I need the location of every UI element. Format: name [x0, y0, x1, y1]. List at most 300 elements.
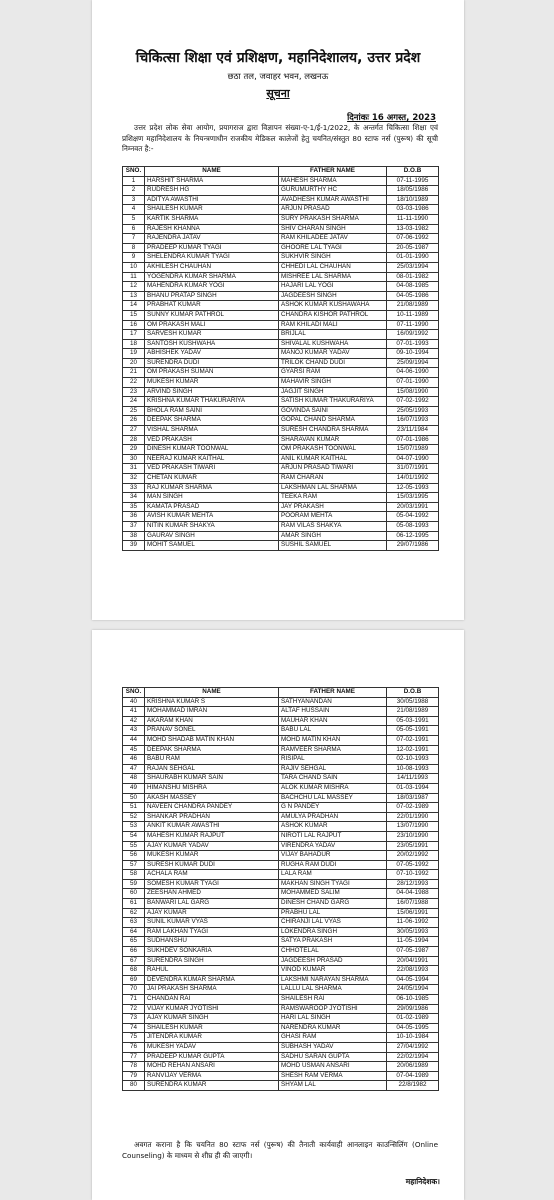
cell-sno: 56	[123, 851, 145, 861]
table-row	[123, 783, 439, 793]
cell-father-name: LAKSHMAN LAL SHARMA	[279, 483, 387, 493]
cell-name: NEERAJ KUMAR KAITHAL	[145, 454, 279, 464]
cell-father-name: BABU LAL	[279, 726, 387, 736]
cell-name: RAM LAKHAN TYAGI	[145, 927, 279, 937]
cell-father-name: CHANDRA KISHOR PATHROL	[279, 310, 387, 320]
table-row	[123, 1071, 439, 1081]
cell-sno: 23	[123, 387, 145, 397]
table-header-row	[123, 688, 439, 698]
cell-dob: 24/05/1994	[387, 985, 439, 995]
cell-sno: 59	[123, 879, 145, 889]
cell-dob: 10-11-1989	[387, 310, 439, 320]
cell-sno: 32	[123, 474, 145, 484]
cell-name: NITIN KUMAR SHAKYA	[145, 521, 279, 531]
cell-father-name: NARENDRA KUMAR	[279, 1023, 387, 1033]
cell-dob: 10-08-1993	[387, 764, 439, 774]
table-row	[123, 301, 439, 311]
cell-father-name: ALTAF HUSSAIN	[279, 707, 387, 717]
cell-father-name: MAHESH SHARMA	[279, 176, 387, 186]
table-row	[123, 454, 439, 464]
cell-father-name: ARJUN PRASAD TIWARI	[279, 464, 387, 474]
table-row	[123, 707, 439, 717]
cell-dob: 25/03/1994	[387, 262, 439, 272]
cell-name: AJAY KUMAR SINGH	[145, 1014, 279, 1024]
cell-sno: 13	[123, 291, 145, 301]
cell-name: PRADEEP KUMAR GUPTA	[145, 1052, 279, 1062]
cell-name: MUKESH KUMAR	[145, 851, 279, 861]
cell-name: KAMATA PRASAD	[145, 502, 279, 512]
cell-dob: 07-02-1989	[387, 803, 439, 813]
cell-sno: 35	[123, 502, 145, 512]
cell-name: JITENDRA KUMAR	[145, 1033, 279, 1043]
cell-dob: 07-11-1995	[387, 176, 439, 186]
cell-sno: 4	[123, 205, 145, 215]
cell-father-name: MOHD USMAN ANSARI	[279, 1062, 387, 1072]
office-title: चिकित्सा शिक्षा एवं प्रशिक्षण, महानिदेशालय, उत्तर प्रदेश	[135, 50, 421, 66]
header-dob: D.O.B	[387, 688, 439, 698]
cell-dob: 16/09/1992	[387, 330, 439, 340]
cell-father-name: CHHOTELAL	[279, 947, 387, 957]
cell-father-name: ALOK KUMAR MISHRA	[279, 783, 387, 793]
cell-dob: 22/02/1994	[387, 1052, 439, 1062]
cell-dob: 02-10-1993	[387, 755, 439, 765]
cell-name: MAHESH KUMAR RAJPUT	[145, 831, 279, 841]
table-row	[123, 531, 439, 541]
cell-sno: 44	[123, 735, 145, 745]
cell-dob: 08-01-1982	[387, 272, 439, 282]
cell-sno: 16	[123, 320, 145, 330]
cell-father-name: JAGDEESH PRASAD	[279, 956, 387, 966]
cell-sno: 60	[123, 889, 145, 899]
table-row	[123, 1033, 439, 1043]
table-row	[123, 214, 439, 224]
table-row	[123, 186, 439, 196]
cell-father-name: SHESH RAM VERMA	[279, 1071, 387, 1081]
cell-name: PRANAV SONEL	[145, 726, 279, 736]
table-row	[123, 812, 439, 822]
cell-father-name: VIJAY BAHADUR	[279, 851, 387, 861]
cell-father-name: SATYA PRAKASH	[279, 937, 387, 947]
cell-sno: 78	[123, 1062, 145, 1072]
cell-father-name: POORAM MEHTA	[279, 512, 387, 522]
cell-dob: 15/08/1990	[387, 387, 439, 397]
cell-name: AVISH KUMAR MEHTA	[145, 512, 279, 522]
cell-name: MAHENDRA KUMAR YOGI	[145, 282, 279, 292]
cell-name: DINESH KUMAR TOONWAL	[145, 445, 279, 455]
cell-name: RANVIJAY VERMA	[145, 1071, 279, 1081]
cell-sno: 6	[123, 224, 145, 234]
cell-sno: 72	[123, 1004, 145, 1014]
cell-name: AKASH MASSEY	[145, 793, 279, 803]
cell-name: BHANU PRATAP SINGH	[145, 291, 279, 301]
table-row	[123, 841, 439, 851]
cell-sno: 74	[123, 1023, 145, 1033]
table-row	[123, 330, 439, 340]
table-row	[123, 1052, 439, 1062]
cell-father-name: NIROTI LAL RAJPUT	[279, 831, 387, 841]
cell-sno: 65	[123, 937, 145, 947]
cell-name: PRADEEP KUMAR TYAGI	[145, 243, 279, 253]
cell-father-name: MOHD MATIN KHAN	[279, 735, 387, 745]
table-row	[123, 735, 439, 745]
office-address: छठा तल, जवाहर भवन, लखनऊ	[227, 72, 329, 82]
cell-dob: 30/05/1993	[387, 927, 439, 937]
cell-sno: 63	[123, 918, 145, 928]
cell-name: SARVESH KUMAR	[145, 330, 279, 340]
cell-name: ARVIND SINGH	[145, 387, 279, 397]
cell-sno: 66	[123, 947, 145, 957]
table-row	[123, 310, 439, 320]
cell-sno: 3	[123, 195, 145, 205]
table-body-part-1	[123, 176, 439, 550]
cell-sno: 40	[123, 697, 145, 707]
cell-name: SUDHANSHU	[145, 937, 279, 947]
table-row	[123, 349, 439, 359]
cell-sno: 79	[123, 1071, 145, 1081]
cell-sno: 48	[123, 774, 145, 784]
cell-sno: 20	[123, 358, 145, 368]
cell-sno: 52	[123, 812, 145, 822]
table-row	[123, 282, 439, 292]
cell-name: VISHAL SHARMA	[145, 426, 279, 436]
cell-sno: 9	[123, 253, 145, 263]
table-body-part-2	[123, 697, 439, 1090]
table-row	[123, 464, 439, 474]
cell-name: SURESH KUMAR DUDI	[145, 860, 279, 870]
cell-father-name: SHYAM LAL	[279, 1081, 387, 1091]
document-page-2	[92, 630, 464, 1200]
cell-dob: 06-10-1985	[387, 995, 439, 1005]
table-row	[123, 831, 439, 841]
cell-sno: 73	[123, 1014, 145, 1024]
cell-dob: 07-02-1991	[387, 735, 439, 745]
cell-dob: 23/11/1984	[387, 426, 439, 436]
cell-father-name: CHIRANJI LAL VYAS	[279, 918, 387, 928]
cell-name: VED PRAKASH TIWARI	[145, 464, 279, 474]
table-row	[123, 541, 439, 551]
cell-sno: 55	[123, 841, 145, 851]
cell-name: SHAILESH KUMAR	[145, 1023, 279, 1033]
cell-dob: 04-05-1995	[387, 1023, 439, 1033]
cell-father-name: SUKHVIR SINGH	[279, 253, 387, 263]
cell-sno: 29	[123, 445, 145, 455]
cell-name: SANTOSH KUSHWAHA	[145, 339, 279, 349]
cell-father-name: AMAR SINGH	[279, 531, 387, 541]
cell-father-name: RAMSWAROOP JYOTISHI	[279, 1004, 387, 1014]
cell-father-name: SATHYANANDAN	[279, 697, 387, 707]
cell-name: KRISHNA KUMAR S	[145, 697, 279, 707]
cell-father-name: RAMVEER SHARMA	[279, 745, 387, 755]
table-row	[123, 1062, 439, 1072]
table-row	[123, 426, 439, 436]
cell-dob: 06-12-1995	[387, 531, 439, 541]
cell-father-name: CHHEDI LAL CHAUHAN	[279, 262, 387, 272]
cell-sno: 8	[123, 243, 145, 253]
table-row	[123, 406, 439, 416]
cell-sno: 69	[123, 975, 145, 985]
cell-name: OM PRAKASH SUMAN	[145, 368, 279, 378]
cell-dob: 04-07-1990	[387, 454, 439, 464]
cell-dob: 07-11-1990	[387, 320, 439, 330]
cell-dob: 13-03-1982	[387, 224, 439, 234]
cell-name: MUKESH KUMAR	[145, 378, 279, 388]
cell-sno: 64	[123, 927, 145, 937]
cell-dob: 22/01/1990	[387, 812, 439, 822]
table-row	[123, 397, 439, 407]
cell-dob: 12-05-1993	[387, 483, 439, 493]
cell-dob: 23/05/1991	[387, 841, 439, 851]
cell-dob: 20/06/1989	[387, 1062, 439, 1072]
cell-dob: 04-05-1986	[387, 291, 439, 301]
table-row	[123, 803, 439, 813]
cell-dob: 04-05-1994	[387, 975, 439, 985]
table-row	[123, 272, 439, 282]
cell-father-name: RUGHA RAM DUDI	[279, 860, 387, 870]
header-father-name: FATHER NAME	[279, 167, 387, 177]
cell-dob: 07-06-1992	[387, 234, 439, 244]
cell-father-name: HAJARI LAL YOGI	[279, 282, 387, 292]
table-row	[123, 378, 439, 388]
table-row	[123, 966, 439, 976]
cell-name: ABHISHEK YADAV	[145, 349, 279, 359]
table-row	[123, 851, 439, 861]
cell-name: BANWARI LAL GARG	[145, 899, 279, 909]
header-sno: SNO.	[123, 167, 145, 177]
cell-father-name: VIRENDRA YADAV	[279, 841, 387, 851]
cell-father-name: SHIV CHARAN SINGH	[279, 224, 387, 234]
cell-name: CHETAN KUMAR	[145, 474, 279, 484]
cell-name: MAN SINGH	[145, 493, 279, 503]
cell-sno: 77	[123, 1052, 145, 1062]
table-row	[123, 483, 439, 493]
cell-sno: 14	[123, 301, 145, 311]
cell-father-name: JAGDEESH SINGH	[279, 291, 387, 301]
cell-father-name: SATISH KUMAR THAKURARIYA	[279, 397, 387, 407]
table-row	[123, 947, 439, 957]
cell-sno: 38	[123, 531, 145, 541]
cell-dob: 07-02-1992	[387, 397, 439, 407]
table-row	[123, 889, 439, 899]
cell-name: BHOLA RAM SAINI	[145, 406, 279, 416]
cell-name: SUNNY KUMAR PATHROL	[145, 310, 279, 320]
cell-father-name: MOHAMMED SALIM	[279, 889, 387, 899]
cell-dob: 13/07/1990	[387, 822, 439, 832]
cell-name: MOHD REHAN ANSARI	[145, 1062, 279, 1072]
cell-name: ADITYA AWASTHI	[145, 195, 279, 205]
cell-name: VED PRAKASH	[145, 435, 279, 445]
cell-dob: 01-01-1990	[387, 253, 439, 263]
cell-father-name: DINESH CHAND GARG	[279, 899, 387, 909]
cell-name: RAJESH KHANNA	[145, 224, 279, 234]
cell-dob: 15/07/1989	[387, 445, 439, 455]
table-row	[123, 224, 439, 234]
cell-father-name: SUBHASH YADAV	[279, 1042, 387, 1052]
notice-date: दिनांकः 16 अगस्त, 2023	[347, 113, 436, 123]
table-row	[123, 726, 439, 736]
cell-name: SOMESH KUMAR TYAGI	[145, 879, 279, 889]
cell-sno: 19	[123, 349, 145, 359]
cell-sno: 21	[123, 368, 145, 378]
header-father-name: FATHER NAME	[279, 688, 387, 698]
cell-name: YOGENDRA KUMAR SHARMA	[145, 272, 279, 282]
counseling-note: अवगत कराना है कि चयनित 80 स्टाफ नर्स (पुरूष) की तैनाती कार्यवाही आनलाइन काउन्सिलिंग (Online Counseling) के माध्यम से शीघ्र ही की जाएगी।	[122, 1140, 438, 1160]
table-row	[123, 521, 439, 531]
cell-father-name: SHARAVAN KUMAR	[279, 435, 387, 445]
cell-sno: 24	[123, 397, 145, 407]
table-row	[123, 176, 439, 186]
cell-father-name: SUSHIL SAMUEL	[279, 541, 387, 551]
cell-dob: 18/03/1987	[387, 793, 439, 803]
cell-dob: 07-10-1992	[387, 870, 439, 880]
cell-father-name: GHOORE LAL TYAGI	[279, 243, 387, 253]
cell-dob: 05-03-1991	[387, 716, 439, 726]
cell-father-name: TEEKA RAM	[279, 493, 387, 503]
cell-sno: 33	[123, 483, 145, 493]
cell-father-name: ASHOK KUMAR	[279, 822, 387, 832]
cell-father-name: VINOD KUMAR	[279, 966, 387, 976]
staff-nurse-table-part-2	[122, 687, 439, 1091]
cell-name: KARTIK SHARMA	[145, 214, 279, 224]
cell-dob: 21/08/1989	[387, 707, 439, 717]
table-row	[123, 262, 439, 272]
cell-father-name: SHAILESH RAI	[279, 995, 387, 1005]
cell-father-name: JAGJIT SINGH	[279, 387, 387, 397]
cell-sno: 34	[123, 493, 145, 503]
table-row	[123, 320, 439, 330]
cell-name: SHELENDRA KUMAR TYAGI	[145, 253, 279, 263]
cell-father-name: SURESH CHANDRA SHARMA	[279, 426, 387, 436]
table-row	[123, 975, 439, 985]
cell-name: GAURAV SINGH	[145, 531, 279, 541]
cell-sno: 58	[123, 870, 145, 880]
header-name: NAME	[145, 688, 279, 698]
cell-name: SHAURABH KUMAR SAIN	[145, 774, 279, 784]
cell-name: MOHAMMAD IMRAN	[145, 707, 279, 717]
cell-dob: 30/05/1988	[387, 697, 439, 707]
cell-dob: 01-02-1989	[387, 1014, 439, 1024]
cell-father-name: RAM KHILADEE JATAV	[279, 234, 387, 244]
cell-sno: 18	[123, 339, 145, 349]
table-row	[123, 937, 439, 947]
cell-dob: 12-02-1991	[387, 745, 439, 755]
table-row	[123, 205, 439, 215]
table-row	[123, 253, 439, 263]
cell-sno: 68	[123, 966, 145, 976]
cell-sno: 62	[123, 908, 145, 918]
cell-name: DEVENDRA KUMAR SHARMA	[145, 975, 279, 985]
cell-dob: 07-04-1989	[387, 1071, 439, 1081]
cell-father-name: TRILOK CHAND DUDI	[279, 358, 387, 368]
cell-dob: 11-06-1992	[387, 918, 439, 928]
cell-name: CHANDAN RAI	[145, 995, 279, 1005]
cell-dob: 23/10/1990	[387, 831, 439, 841]
cell-sno: 12	[123, 282, 145, 292]
cell-dob: 20-05-1987	[387, 243, 439, 253]
cell-sno: 7	[123, 234, 145, 244]
table-row	[123, 445, 439, 455]
cell-name: KRISHNA KUMAR THAKURARIYA	[145, 397, 279, 407]
cell-dob: 21/08/1989	[387, 301, 439, 311]
cell-father-name: GOVINDA SAINI	[279, 406, 387, 416]
cell-name: AJAY KUMAR	[145, 908, 279, 918]
cell-name: AKHILESH CHAUHAN	[145, 262, 279, 272]
cell-sno: 5	[123, 214, 145, 224]
table-row	[123, 243, 439, 253]
cell-sno: 39	[123, 541, 145, 551]
notice-heading: सूचना	[266, 87, 290, 100]
table-row	[123, 368, 439, 378]
cell-name: AKARAM KHAN	[145, 716, 279, 726]
table-row	[123, 774, 439, 784]
cell-sno: 10	[123, 262, 145, 272]
cell-dob: 04-06-1990	[387, 368, 439, 378]
cell-father-name: RAM CHARAN	[279, 474, 387, 484]
cell-dob: 16/07/1993	[387, 416, 439, 426]
table-row	[123, 234, 439, 244]
cell-name: ZEESHAN AHMED	[145, 889, 279, 899]
cell-dob: 11-11-1990	[387, 214, 439, 224]
table-row	[123, 512, 439, 522]
cell-name: DEEPAK SHARMA	[145, 745, 279, 755]
cell-dob: 04-04-1988	[387, 889, 439, 899]
cell-dob: 28/12/1993	[387, 879, 439, 889]
cell-dob: 04-08-1985	[387, 282, 439, 292]
cell-father-name: LALA RAM	[279, 870, 387, 880]
table-row	[123, 1042, 439, 1052]
cell-father-name: TARA CHAND SAIN	[279, 774, 387, 784]
cell-father-name: LALLU LAL SHARMA	[279, 985, 387, 995]
cell-name: RAJAN SEHGAL	[145, 764, 279, 774]
cell-dob: 20/04/1991	[387, 956, 439, 966]
cell-sno: 25	[123, 406, 145, 416]
cell-father-name: MAUHAR KHAN	[279, 716, 387, 726]
cell-father-name: MISHREE LAL SHARMA	[279, 272, 387, 282]
table-row	[123, 195, 439, 205]
table-row	[123, 899, 439, 909]
header-dob: D.O.B	[387, 167, 439, 177]
cell-sno: 2	[123, 186, 145, 196]
cell-father-name: ARJUN PRASAD	[279, 205, 387, 215]
table-row	[123, 985, 439, 995]
cell-dob: 03-03-1986	[387, 205, 439, 215]
staff-nurse-table-part-1	[122, 166, 439, 551]
cell-father-name: MAKHAN SINGH TYAGI	[279, 879, 387, 889]
table-row	[123, 502, 439, 512]
cell-dob: 27/04/1992	[387, 1042, 439, 1052]
cell-sno: 41	[123, 707, 145, 717]
cell-name: RAHUL	[145, 966, 279, 976]
cell-name: JAI PRAKASH SHARMA	[145, 985, 279, 995]
table-row	[123, 870, 439, 880]
cell-sno: 70	[123, 985, 145, 995]
cell-dob: 14/11/1993	[387, 774, 439, 784]
cell-name: AJAY KUMAR YADAV	[145, 841, 279, 851]
cell-name: RAJENDRA JATAV	[145, 234, 279, 244]
cell-father-name: LOKENDRA SINGH	[279, 927, 387, 937]
cell-sno: 28	[123, 435, 145, 445]
cell-dob: 05-05-1991	[387, 726, 439, 736]
cell-father-name: RISIPAL	[279, 755, 387, 765]
cell-father-name: ANIL KUMAR KAITHAL	[279, 454, 387, 464]
cell-father-name: OM PRAKASH TOONWAL	[279, 445, 387, 455]
cell-father-name: AMULYA PRADHAN	[279, 812, 387, 822]
table-row	[123, 339, 439, 349]
cell-father-name: G N PANDEY	[279, 803, 387, 813]
cell-dob: 14/01/1992	[387, 474, 439, 484]
table-row	[123, 860, 439, 870]
cell-sno: 51	[123, 803, 145, 813]
cell-father-name: RAJIV SEHGAL	[279, 764, 387, 774]
